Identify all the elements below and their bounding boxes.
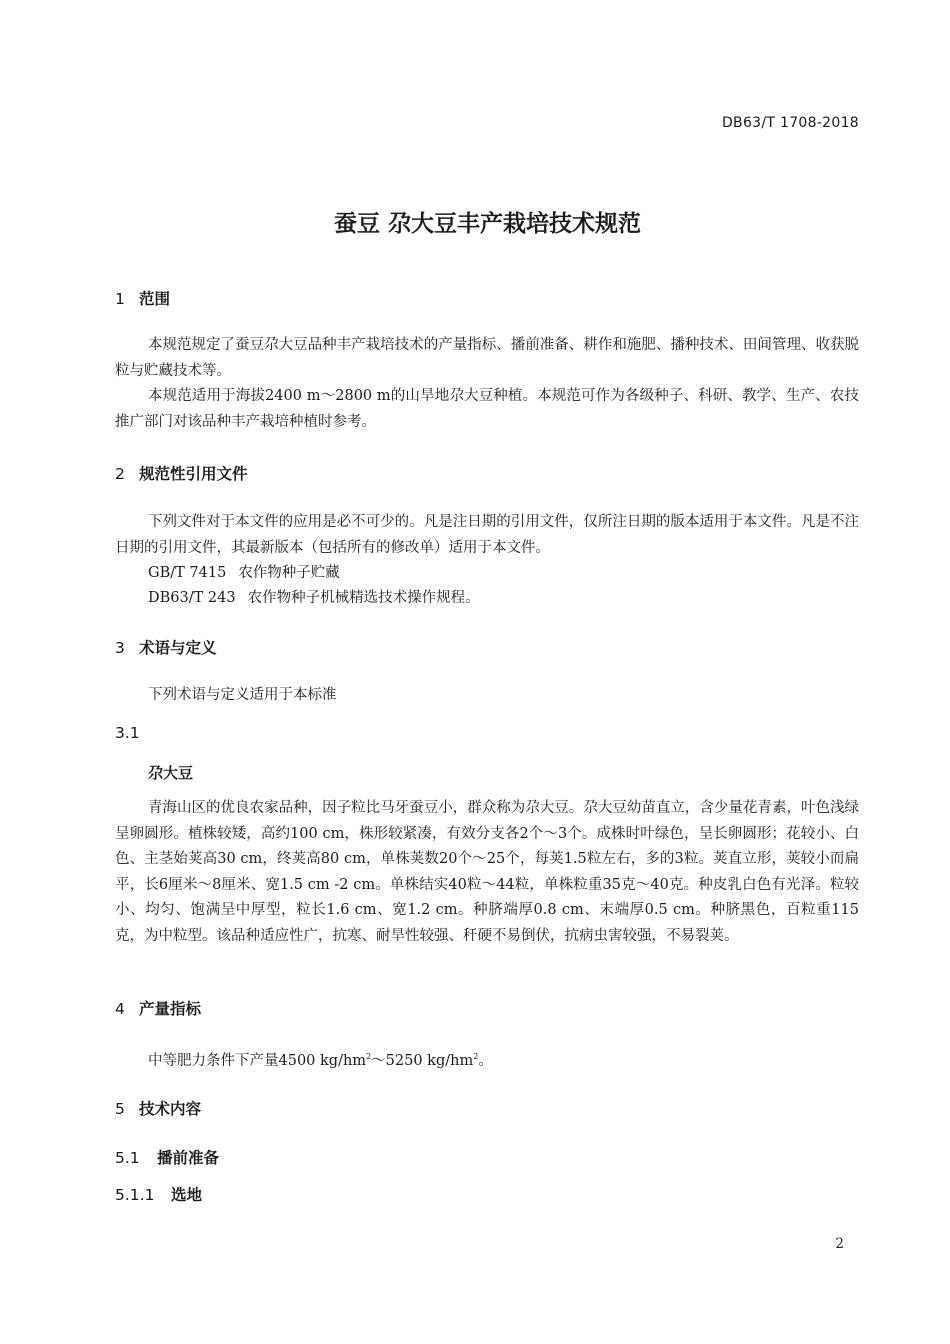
term-definition: 青海山区的优良农家品种，因子粒比马牙蚕豆小，群众称为尕大豆。尕大豆幼苗直立，含少量花青素，叶色浅绿呈卵圆形。植株较矮，高约100 cm，株形较紧凑，有效分支各2个～3个。成株时叶绿色，呈长卵圆形；花较小、白色、主茎始荚高30 cm，终荚高80 cm，单株荚数20个～25个，每荚1.5粒左右，多的3粒。荚直立形，荚较小而扁平，长6厘米～8厘米、宽1.5 cm -2 cm。单株结实40粒～44粒，单株粒重35克～40克。种皮乳白色有光泽。粒较小、均匀、饱满呈中厚型，粒长1.6 cm、宽1.2 cm。种脐端厚0.8 cm、末端厚0.5 cm。种脐黑色，百粒重115克，为中粒型。该品种适应性广，抗寒、耐旱性较强、秆硬不易倒伏，抗病虫害较强，不易裂荚。 <box>115 800 859 944</box>
standard-code: DB63/T 1708-2018 <box>721 115 859 131</box>
reference-code: DB63/T 243 <box>148 590 236 606</box>
term-label: 尕大豆 <box>148 764 194 782</box>
yield-text-end: ～5250 kg/hm <box>371 1052 474 1069</box>
section-title: 范围 <box>139 290 171 308</box>
document-title: 蚕豆 尕大豆丰产栽培技术规范 <box>333 211 641 237</box>
reference-item <box>148 561 340 582</box>
section-title: 术语与定义 <box>139 639 217 657</box>
section-2-paragraph-1: 下列文件对于本文件的应用是必不可少的。凡是注日期的引用文件，仅所注日期的版本适用于本文件。凡是不注日期的引用文件，其最新版本（包括所有的修改单）适用于本文件。 <box>115 514 859 556</box>
section-5-1-1-heading <box>115 1183 202 1205</box>
section-3-heading <box>115 636 217 658</box>
section-title: 选地 <box>171 1186 203 1204</box>
section-4-paragraph-1 <box>115 1044 859 1074</box>
section-title: 技术内容 <box>139 1100 202 1118</box>
section-2-heading <box>115 462 248 484</box>
section-3-paragraph-1: 下列术语与定义适用于本标准 <box>148 687 337 703</box>
section-1-heading <box>115 287 170 309</box>
page-number: 2 <box>835 1236 844 1252</box>
reference-item <box>148 586 480 607</box>
section-number: 4 <box>115 1000 125 1018</box>
reference-name: 农作物种子机械精选技术操作规程。 <box>247 590 480 606</box>
section-number: 2 <box>115 465 125 483</box>
section-number: 5.1 <box>115 1149 140 1167</box>
reference-code: GB/T 7415 <box>148 565 227 581</box>
section-title: 规范性引用文件 <box>139 465 248 483</box>
yield-text-period: 。 <box>478 1052 493 1069</box>
superscript: 2 <box>366 1052 372 1061</box>
subsection-3-1-number <box>115 724 140 742</box>
section-number: 3 <box>115 639 125 657</box>
section-1-paragraph-2: 本规范适用于海拔2400 m～2800 m的山旱地尕大豆种植。本规范可作为各级种子、科研、教学、生产、农技推广部门对该品种丰产栽培种植时参考。 <box>115 388 859 430</box>
section-number: 3.1 <box>115 724 140 742</box>
section-number: 5.1.1 <box>115 1186 155 1204</box>
section-4-heading <box>115 997 201 1019</box>
section-number: 5 <box>115 1100 125 1118</box>
section-5-1-heading <box>115 1146 219 1168</box>
section-1-paragraph-1: 本规范规定了蚕豆尕大豆品种丰产栽培技术的产量指标、播前准备、耕作和施肥、播种技术、田间管理、收获脱粒与贮藏技术等。 <box>115 337 859 379</box>
reference-name: 农作物种子贮藏 <box>238 565 340 581</box>
section-5-heading <box>115 1097 201 1119</box>
superscript: 2 <box>473 1052 479 1061</box>
section-title: 播前准备 <box>157 1149 220 1167</box>
section-number: 1 <box>115 290 125 308</box>
section-title: 产量指标 <box>139 1000 202 1018</box>
yield-text-start: 中等肥力条件下产量4500 kg/hm <box>148 1052 367 1069</box>
